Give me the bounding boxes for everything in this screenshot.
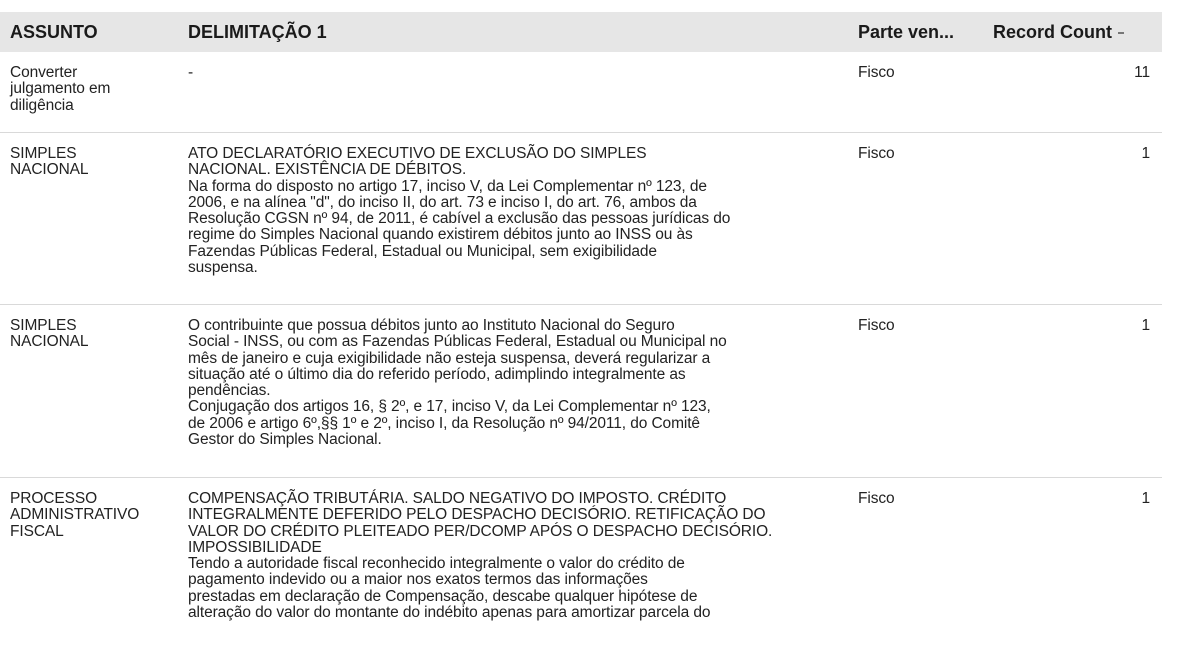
cell-assunto: Converter julgamento em diligência (10, 64, 111, 114)
cell-delimitacao: COMPENSAÇÃO TRIBUTÁRIA. SALDO NEGATIVO DO IMPOSTO. CRÉDITO INTEGRALMENTE DEFERIDO PELO DESPACHO DECISÓRIO. RETIFICAÇÃO DO VALOR DO CRÉDITO PLEITEADO PER/DCOMP APÓS O DESPACHO DECISÓRIO. IMPOSSIBILIDADE Tendo a autoridade fiscal reconhecido integralmente o valor do crédito de pagamento indevido ou a maior nos exatos termos das informações prestadas em declaração de Compensação, descabe qualquer hipótese de alteração do valor do montante do indébito apenas para amortizar parcela do (188, 490, 773, 621)
cell-record-count: 1 (1141, 145, 1150, 162)
column-header-record-count[interactable] (983, 22, 1162, 43)
cell-delimitacao: O contribuinte que possua débitos junto ao Instituto Nacional do Seguro Social - INSS, ou com as Fazendas Públicas Federal, Estadual ou Municipal no mês de janeiro e cuja exigibilidade não esteja suspensa, deverá regularizar a situação até o último dia do referido período, adimplindo integralmente as pendências. Conjugação dos artigos 16, § 2º, e 17, inciso V, da Lei Complementar nº 123, de 2006 e artigo 6º,§§ 1º e 2º, inciso I, da Resolução nº 94/2011, do Comitê Gestor do Simples Nacional. (188, 317, 727, 448)
table-row[interactable] (0, 133, 1162, 305)
cell-parte: Fisco (858, 490, 895, 507)
cell-assunto: PROCESSO ADMINISTRATIVO FISCAL (10, 490, 140, 540)
cell-assunto: SIMPLES NACIONAL (10, 145, 89, 179)
cell-record-count: 11 (1134, 64, 1150, 81)
table-row[interactable] (0, 52, 1162, 133)
column-header-delimitacao[interactable]: DELIMITAÇÃO 1 (188, 21, 327, 42)
cell-assunto: SIMPLES NACIONAL (10, 317, 89, 351)
sort-indicator-icon[interactable] (1118, 32, 1124, 34)
column-header-parte[interactable]: Parte ven... (858, 21, 955, 42)
column-header-record-count-label: Record Count (993, 21, 1112, 42)
cell-delimitacao: - (188, 64, 194, 81)
cell-record-count: 1 (1141, 317, 1150, 334)
cell-parte: Fisco (858, 64, 895, 81)
table-header (0, 12, 1162, 52)
column-header-assunto[interactable]: ASSUNTO (10, 21, 98, 42)
table-row[interactable] (0, 305, 1162, 478)
table-row[interactable] (0, 478, 1162, 654)
cell-record-count: 1 (1141, 490, 1150, 507)
cell-parte: Fisco (858, 145, 895, 162)
cell-parte: Fisco (858, 317, 895, 334)
cell-delimitacao: ATO DECLARATÓRIO EXECUTIVO DE EXCLUSÃO DO SIMPLES NACIONAL. EXISTÊNCIA DE DÉBITOS. Na forma do disposto no artigo 17, inciso V, da Lei Complementar nº 123, de 2006, e na alínea "d", do inciso II, do art. 73 e inciso I, do art. 76, ambos da Resolução CGSN nº 94, de 2011, é cabível a exclusão das pessoas jurídicas do regime do Simples Nacional quando existirem débitos junto ao INSS ou às Fazendas Públicas Federal, Estadual ou Municipal, sem exigibilidade suspensa. (188, 145, 731, 276)
records-table (0, 12, 1162, 654)
